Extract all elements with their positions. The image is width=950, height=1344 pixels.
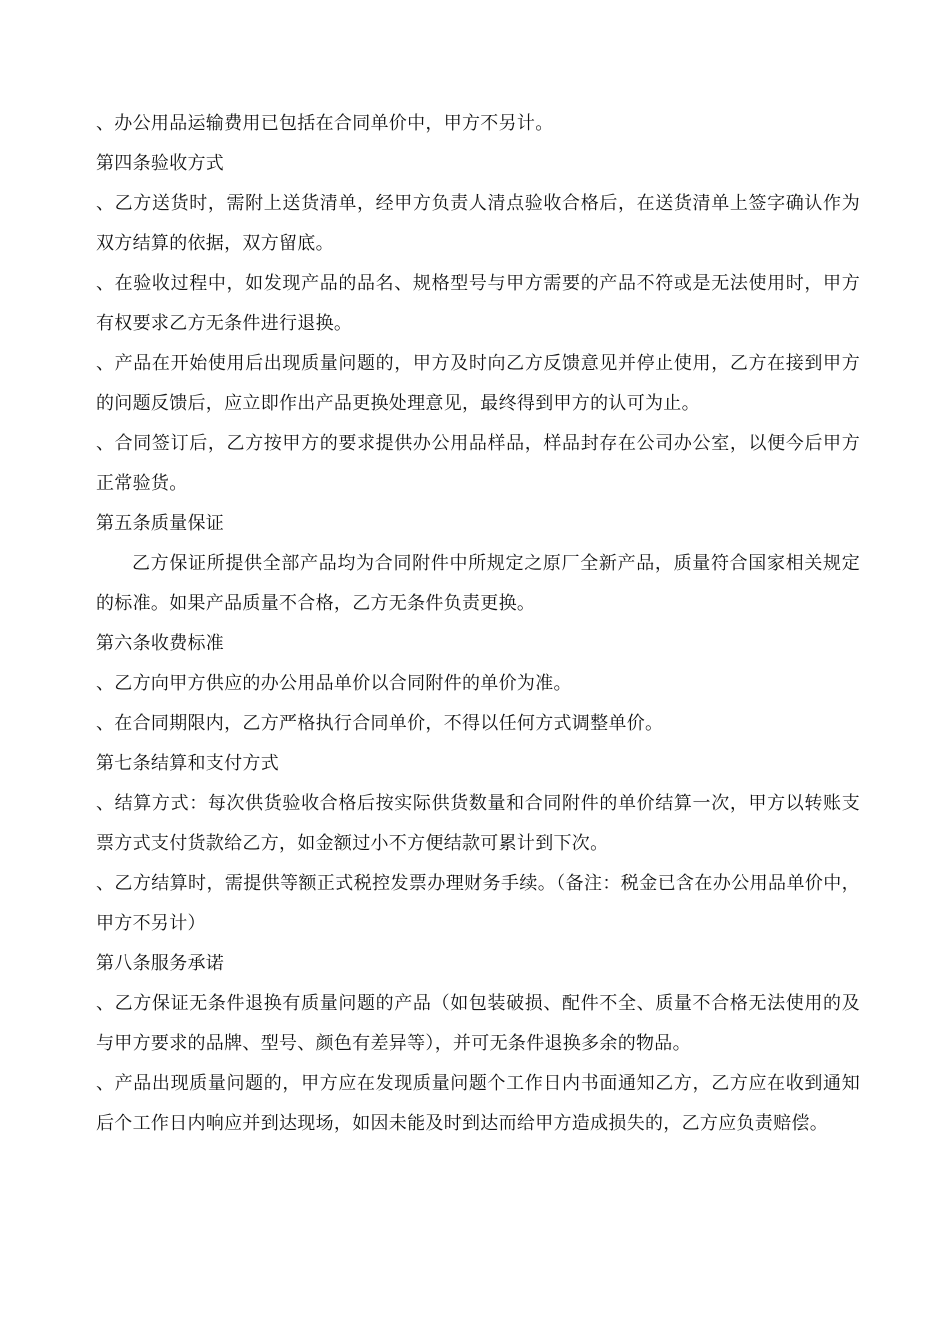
clause-paragraph: 、乙方送货时，需附上送货清单，经甲方负责人清点验收合格后，在送货清单上签字确认作为双方结算的依据，双方留底。 [96, 193, 860, 254]
clause-paragraph: 、乙方结算时，需提供等额正式税控发票办理财务手续。（备注：税金已含在办公用品单价中，甲方不另计） [96, 873, 860, 934]
section-heading-article-8: 第八条服务承诺 [96, 953, 225, 974]
section-heading-article-4: 第四条验收方式 [96, 153, 225, 174]
document-body [96, 104, 860, 1144]
clause-paragraph: 、办公用品运输费用已包括在合同单价中，甲方不另计。 [96, 113, 554, 134]
clause-paragraph: 、结算方式：每次供货验收合格后按实际供货数量和合同附件的单价结算一次，甲方以转账支票方式支付货款给乙方，如金额过小不方便结款可累计到下次。 [96, 793, 860, 854]
clause-paragraph: 、产品出现质量问题的，甲方应在发现质量问题个工作日内书面通知乙方，乙方应在收到通知后个工作日内响应并到达现场，如因未能及时到达而给甲方造成损失的，乙方应负责赔偿。 [96, 1073, 860, 1134]
section-heading-article-7: 第七条结算和支付方式 [96, 753, 279, 774]
section-heading-article-6: 第六条收费标准 [96, 633, 225, 654]
clause-paragraph: 乙方保证所提供全部产品均为合同附件中所规定之原厂全新产品，质量符合国家相关规定的标准。如果产品质量不合格，乙方无条件负责更换。 [96, 553, 860, 614]
clause-paragraph: 、乙方保证无条件退换有质量问题的产品（如包装破损、配件不全、质量不合格无法使用的及与甲方要求的品牌、型号、颜色有差异等），并可无条件退换多余的物品。 [96, 993, 860, 1054]
clause-paragraph: 、在验收过程中，如发现产品的品名、规格型号与甲方需要的产品不符或是无法使用时，甲方有权要求乙方无条件进行退换。 [96, 273, 860, 334]
section-heading-article-5: 第五条质量保证 [96, 513, 225, 534]
clause-paragraph: 、乙方向甲方供应的办公用品单价以合同附件的单价为准。 [96, 673, 572, 694]
clause-paragraph: 、合同签订后，乙方按甲方的要求提供办公用品样品，样品封存在公司办公室，以便今后甲方正常验货。 [96, 433, 860, 494]
clause-paragraph: 、在合同期限内，乙方严格执行合同单价，不得以任何方式调整单价。 [96, 713, 664, 734]
clause-paragraph: 、产品在开始使用后出现质量问题的，甲方及时向乙方反馈意见并停止使用，乙方在接到甲方的问题反馈后，应立即作出产品更换处理意见，最终得到甲方的认可为止。 [96, 353, 860, 414]
